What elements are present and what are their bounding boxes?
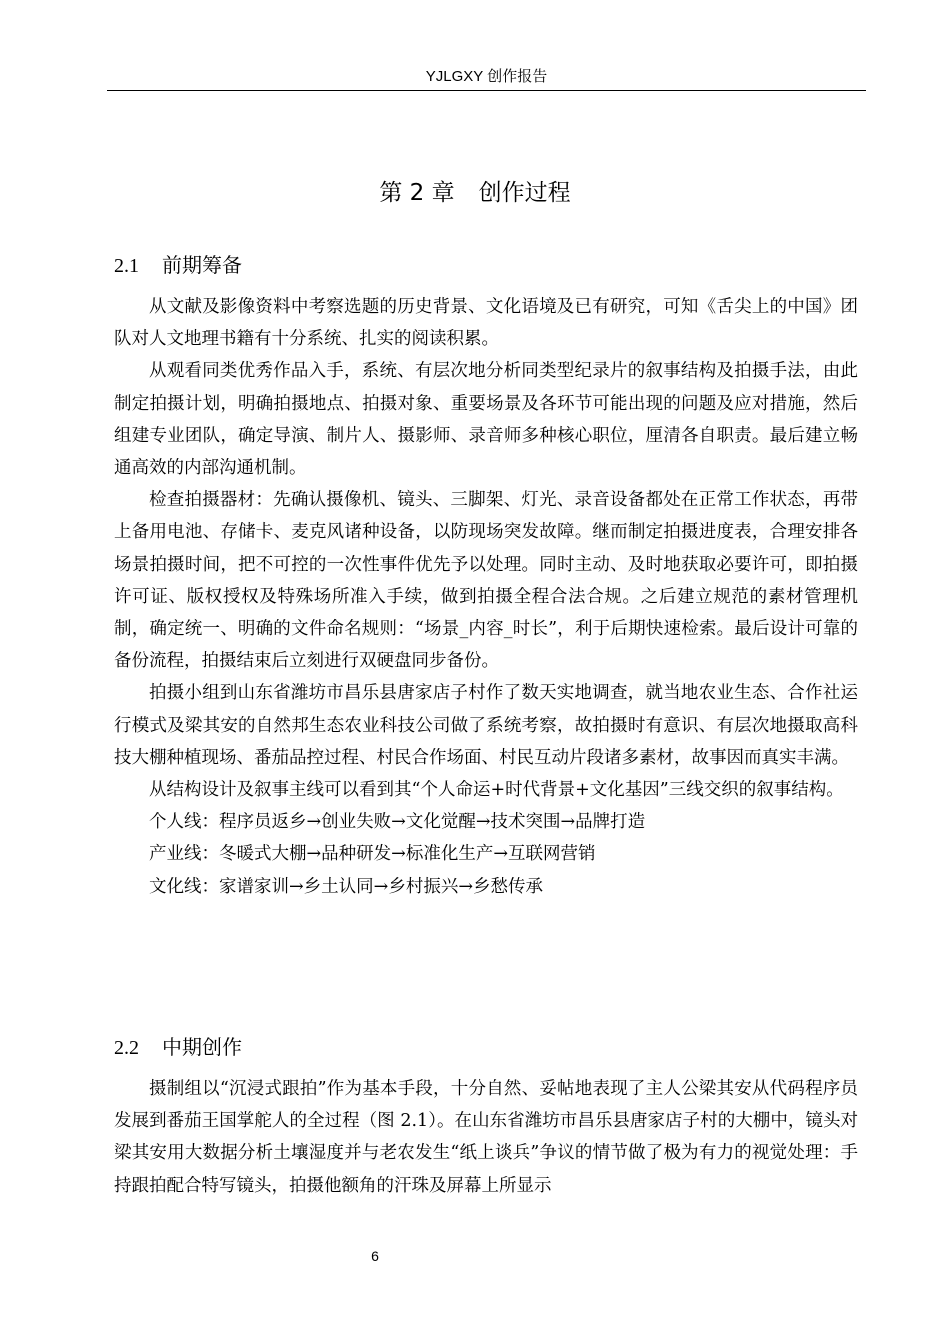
narrative-line-industry: 产业线：冬暖式大棚→品种研发→标准化生产→互联网营销 xyxy=(149,844,596,865)
chapter-number: 第 2 章 xyxy=(379,180,455,206)
section-heading-2-1 xyxy=(114,251,242,280)
page-number: 6 xyxy=(371,1248,379,1264)
chapter-title xyxy=(0,176,950,210)
paragraph: 从文献及影像资料中考察选题的历史背景、文化语境及已有研究，可知《舌尖上的中国》团队对人文地理书籍有十分系统、扎实的阅读积累。 xyxy=(114,297,858,350)
paragraph: 拍摄小组到山东省潍坊市昌乐县唐家店子村作了数天实地调查，就当地农业生态、合作社运行模式及梁其安的自然邦生态农业科技公司做了系统考察，故拍摄时有意识、有层次地摄取高科技大棚种植现场、番茄品控过程、村民合作场面、村民互动片段诸多素材，故事因而真实丰满。 xyxy=(114,683,858,768)
section-2-1-body xyxy=(114,291,858,903)
section-title: 中期创作 xyxy=(162,1035,242,1059)
section-2-2-body xyxy=(114,1073,858,1202)
section-heading-2-2 xyxy=(114,1033,242,1062)
paragraph: 检查拍摄器材：先确认摄像机、镜头、三脚架、灯光、录音设备都处在正常工作状态，再带上备用电池、存储卡、麦克风诸种设备，以防现场突发故障。继而制定拍摄进度表，合理安排各场景拍摄时间，把不可控的一次性事件优先予以处理。同时主动、及时地获取必要许可，即拍摄许可证、版权授权及特殊场所准入手续，做到拍摄全程合法合规。之后建立规范的素材管理机制，确定统一、明确的文件命名规则：“场景_内容_时长”，利于后期快速检索。最后设计可靠的备份流程，拍摄结束后立刻进行双硬盘同步备份。 xyxy=(114,490,858,672)
narrative-line-culture: 文化线：家谱家训→乡土认同→乡村振兴→乡愁传承 xyxy=(149,876,543,897)
paragraph: 从结构设计及叙事主线可以看到其“个人命运+时代背景+文化基因”三线交织的叙事结构。 xyxy=(149,780,844,801)
paragraph: 从观看同类优秀作品入手，系统、有层次地分析同类型纪录片的叙事结构及拍摄手法，由此制定拍摄计划，明确拍摄地点、拍摄对象、重要场景及各环节可能出现的问题及应对措施，然后组建专业团队，确定导演、制片人、摄影师、录音师多种核心职位，厘清各自职责。最后建立畅通高效的内部沟通机制。 xyxy=(114,361,858,479)
section-number: 2.1 xyxy=(114,255,139,277)
header-rule xyxy=(107,90,866,91)
running-header: YJLGXY 创作报告 xyxy=(425,68,548,85)
narrative-line-personal: 个人线：程序员返乡→创业失败→文化觉醒→技术突围→品牌打造 xyxy=(149,812,646,833)
section-number: 2.2 xyxy=(114,1037,139,1059)
section-title: 前期筹备 xyxy=(162,253,242,277)
paragraph: 摄制组以“沉浸式跟拍”作为基本手段，十分自然、妥帖地表现了主人公梁其安从代码程序员发展到番茄王国掌舵人的全过程（图 2.1）。在山东省潍坊市昌乐县唐家店子村的大棚中，镜头对梁其安用大数据分析土壤湿度并与老农发生“纸上谈兵”争议的情节做了极为有力的视觉处理：手持跟拍配合特写镜头，拍摄他额角的汗珠及屏幕上所显示 xyxy=(114,1079,858,1196)
chapter-name: 创作过程 xyxy=(478,180,571,206)
